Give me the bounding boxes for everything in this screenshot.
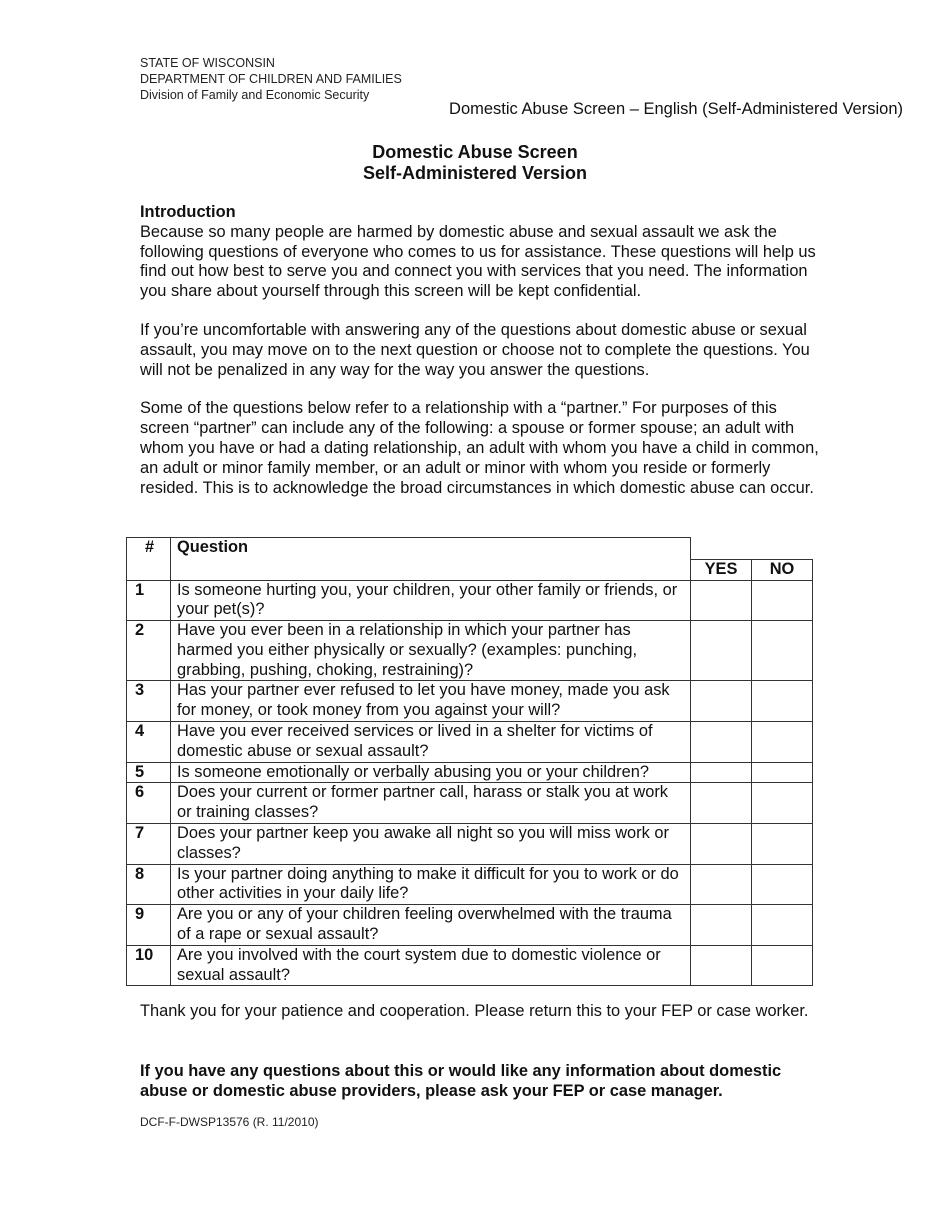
question-text: Is someone emotionally or verbally abusing you or your children? xyxy=(171,762,691,783)
question-number: 1 xyxy=(127,580,171,621)
question-text: Is your partner doing anything to make it difficult for you to work or do other activities in your daily life? xyxy=(171,864,691,905)
intro-paragraph-3: Some of the questions below refer to a relationship with a “partner.” For purposes of this screen “partner” can include any of the following: a spouse or former spouse; an adult with whom you have or had a dating relationship, an adult with whom you have a child in common, an adult or minor family member, or an adult or minor with whom you reside or formerly resided. This is to acknowledge the broad circumstances in which domestic abuse can occur. xyxy=(140,399,819,497)
question-text: Have you ever received services or lived in a shelter for victims of domestic abuse or sexual assault? xyxy=(171,722,691,763)
answer-no-cell[interactable] xyxy=(752,722,813,763)
question-number: 7 xyxy=(127,824,171,865)
answer-no-cell[interactable] xyxy=(752,945,813,986)
question-text: Does your partner keep you awake all night so you will miss work or classes? xyxy=(171,824,691,865)
table-row xyxy=(127,824,813,865)
answer-yes-cell[interactable] xyxy=(691,580,752,621)
page-title xyxy=(0,142,950,184)
table-row xyxy=(127,864,813,905)
table-row xyxy=(127,722,813,763)
form-title: Domestic Abuse Screen – English (Self-Administered Version) xyxy=(449,100,903,118)
intro-paragraph-1: Because so many people are harmed by domestic abuse and sexual assault we ask the following questions of everyone who comes to us for assistance. These questions will help us find out how best to serve you and connect you with services that you need. The information you share about yourself through this screen will be kept confidential. xyxy=(140,222,816,301)
question-number: 5 xyxy=(127,762,171,783)
agency-header xyxy=(140,55,402,103)
page-title-line2: Self-Administered Version xyxy=(362,163,588,183)
answer-no-cell[interactable] xyxy=(752,621,813,681)
answer-no-cell[interactable] xyxy=(752,681,813,722)
header-number: # xyxy=(127,538,171,581)
answer-no-cell[interactable] xyxy=(752,762,813,783)
table-row xyxy=(127,621,813,681)
agency-division: Division of Family and Economic Security xyxy=(140,88,370,102)
intro-paragraph-2: If you’re uncomfortable with answering any of the questions about domestic abuse or sexual assault, you may move on to the next question or choose not to complete the questions. You will not be penalized in any way for the way you answer the questions. xyxy=(140,320,810,379)
answer-yes-cell[interactable] xyxy=(691,722,752,763)
table-row xyxy=(127,681,813,722)
answer-yes-cell[interactable] xyxy=(691,824,752,865)
question-text: Has your partner ever refused to let you have money, made you ask for money, or took money from you against your will? xyxy=(171,681,691,722)
question-number: 9 xyxy=(127,905,171,946)
introduction-section xyxy=(140,203,820,498)
table-row xyxy=(127,945,813,986)
answer-yes-cell[interactable] xyxy=(691,762,752,783)
question-number: 4 xyxy=(127,722,171,763)
form-code: DCF-F-DWSP13576 (R. 11/2010) xyxy=(140,1115,319,1129)
answer-yes-cell[interactable] xyxy=(691,621,752,681)
page-title-line1: Domestic Abuse Screen xyxy=(372,142,578,162)
header-question: Question xyxy=(171,538,691,581)
table-header-row xyxy=(127,538,813,560)
answer-no-cell[interactable] xyxy=(752,905,813,946)
agency-department: DEPARTMENT OF CHILDREN AND FAMILIES xyxy=(140,72,402,86)
answer-yes-cell[interactable] xyxy=(691,945,752,986)
table-row xyxy=(127,762,813,783)
header-blank xyxy=(691,538,813,560)
answer-yes-cell[interactable] xyxy=(691,905,752,946)
answer-no-cell[interactable] xyxy=(752,580,813,621)
contact-note: If you have any questions about this or would like any information about domestic abuse or domestic abuse providers, please ask your FEP or case manager. xyxy=(140,1062,782,1100)
header-no: NO xyxy=(752,559,813,580)
table-row xyxy=(127,580,813,621)
agency-state: STATE OF WISCONSIN xyxy=(140,56,275,70)
answer-no-cell[interactable] xyxy=(752,824,813,865)
answer-no-cell[interactable] xyxy=(752,783,813,824)
question-text: Are you involved with the court system due to domestic violence or sexual assault? xyxy=(171,945,691,986)
introduction-heading: Introduction xyxy=(140,203,236,221)
answer-yes-cell[interactable] xyxy=(691,864,752,905)
question-number: 2 xyxy=(127,621,171,681)
header-yes: YES xyxy=(691,559,752,580)
table-row xyxy=(127,783,813,824)
question-text: Are you or any of your children feeling overwhelmed with the trauma of a rape or sexual assault? xyxy=(171,905,691,946)
thanks-text: Thank you for your patience and cooperation. Please return this to your FEP or case worker. xyxy=(140,1002,809,1020)
question-text: Does your current or former partner call, harass or stalk you at work or training classes? xyxy=(171,783,691,824)
question-number: 3 xyxy=(127,681,171,722)
table-row xyxy=(127,905,813,946)
question-number: 8 xyxy=(127,864,171,905)
question-number: 10 xyxy=(127,945,171,986)
question-number: 6 xyxy=(127,783,171,824)
question-text: Have you ever been in a relationship in which your partner has harmed you either physically or sexually? (examples: punching, grabbing, pushing, choking, restraining)? xyxy=(171,621,691,681)
answer-no-cell[interactable] xyxy=(752,864,813,905)
answer-yes-cell[interactable] xyxy=(691,783,752,824)
question-text: Is someone hurting you, your children, your other family or friends, or your pet(s)? xyxy=(171,580,691,621)
questions-table xyxy=(126,537,813,986)
answer-yes-cell[interactable] xyxy=(691,681,752,722)
